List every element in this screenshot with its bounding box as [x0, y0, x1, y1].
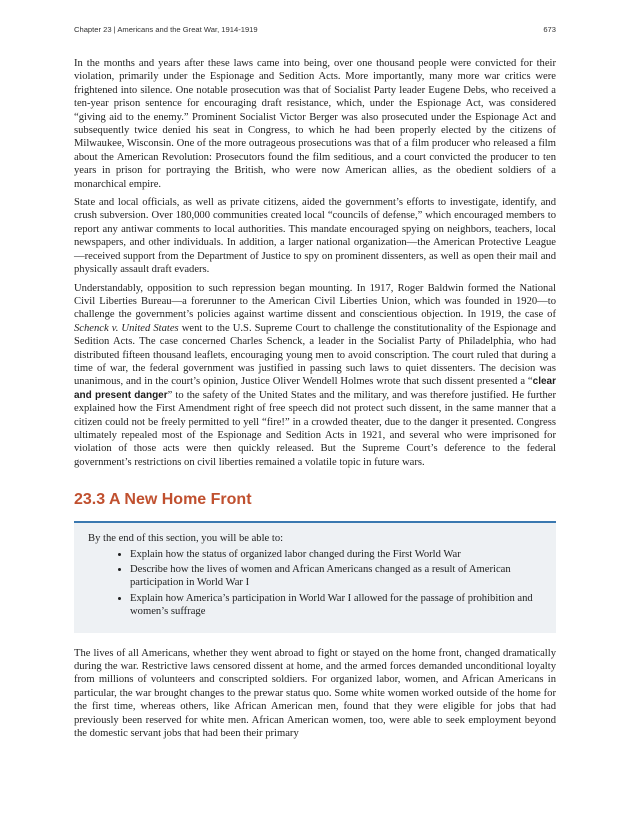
page-content: [74, 57, 556, 745]
paragraph-text: went to the U.S. Supreme Court to challenge the constitutionality of the Espionage and Sedition Acts. The case concerned Charles Schenck, a leader in the Socialist Party of Philadelphia, who had distributed fifteen thousand leaflets, encouraging young men to avoid conscription. The court ruled that during a time of war, the federal government was justified in passing such laws to quiet dissenters. The decision was unanimous, and in the court’s opinion, Justice Oliver Wendell Holmes wrote that such dissent presented a “: [74, 322, 556, 388]
paragraph-text: Understandably, opposition to such repression began mounting. In 1917, Roger Baldwin formed the National Civil Liberties Bureau—a forerunner to the American Civil Liberties Union, which was founded in 1920—to challenge the government’s policies against wartime dissent and conscientious objection. In 1919, the case of: [74, 282, 556, 321]
paragraph-convictions: In the months and years after these laws came into being, over one thousand people were convicted for their violation, primarily under the Espionage and Sedition Acts. More importantly, many more war critics were frightened into silence. One notable prosecution was that of Socialist Party leader Eugene Debs, who received a ten-year prison sentence for encouraging draft resistance, which, under the Espionage Act, was considered “giving aid to the enemy.” Prominent Socialist Victor Berger was also prosecuted under the Espionage Act and subsequently twice denied his seat in Congress, to which he had been properly elected by the citizens of Milwaukee, Wisconsin. One of the more outrageous prosecutions was that of a film producer who released a film about the American Revolution: Prosecutors found the film seditious, and a court convicted the producer to ten years in prison for portraying the British, who were now American allies, as the obedient soldiers of a monarchical empire.: [74, 58, 556, 190]
paragraph-home-front: The lives of all Americans, whether they went abroad to fight or stayed on the home front, changed dramatically during the war. Restrictive laws censored dissent at home, and the armed forces demanded unconditional loyalty from millions of volunteers and conscripted soldiers. For organized labor, women, and African Americans in particular, the war brought changes to the prewar status quo. Some white women worked outside of the home for the first time, whereas others, like African American men, found that they were eligible for jobs that had previously been reserved for white men. African American women, too, were able to seek employment beyond the domestic servant jobs that had been their primary: [74, 647, 556, 740]
case-name: Schenck v. United States: [74, 322, 179, 334]
objective-item: • Explain how America’s participation in World War I allowed for the passage of prohibition and women’s suffrage: [130, 592, 544, 619]
running-header: [74, 25, 556, 34]
paragraph-text: ” to the safety of the United States and the military, and was therefore justified. He further explained how the First Amendment right of free speech did not protect such dissent, in the same manner that a citizen could not be freely permitted to yell “fire!” in a crowded theater, due to the danger it presented. Congress ultimately repealed most of the Espionage and Sedition Acts in 1921, and several who were imprisoned for violation of those acts were then quickly released. But the Supreme Court’s deference to the federal government’s restrictions on civil liberties remained a volatile topic in future wars.: [74, 389, 556, 468]
paragraph-local-officials: State and local officials, as well as private citizens, aided the government’s efforts to investigate, identify, and crush subversion. Over 180,000 communities created local “councils of defense,” which encouraged members to report any antiwar comments to local authorities. This mandate encouraged spying on neighbors, teachers, local newspapers, and other individuals. In addition, a larger national organization—the American Protective League—received support from the Department of Justice to spy on prominent dissenters, as well as open their mail and physically assault draft evaders.: [74, 197, 556, 276]
objective-item: • Describe how the lives of women and African Americans changed as a result of American participation in World War I: [130, 563, 544, 590]
key-term: clear and present danger: [74, 376, 556, 401]
learning-objectives-box: [74, 521, 556, 632]
paragraph-opposition: [74, 282, 556, 470]
objectives-list: [88, 548, 544, 619]
page-number: 673: [543, 25, 556, 34]
section-heading: 23.3 A New Home Front: [74, 491, 252, 509]
objective-item: • Explain how the status of organized labor changed during the First World War: [130, 548, 544, 561]
objectives-intro: By the end of this section, you will be able to:: [88, 533, 284, 545]
chapter-title: Chapter 23 | Americans and the Great War, 1914-1919: [74, 25, 258, 34]
